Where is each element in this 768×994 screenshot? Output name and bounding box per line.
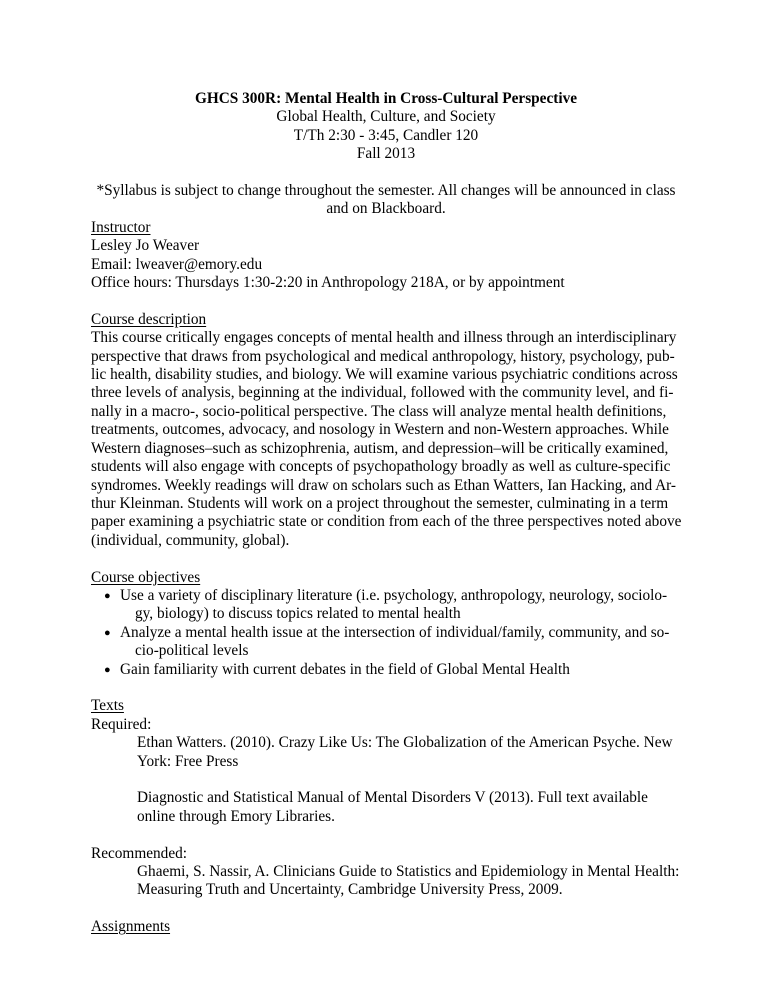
assignments-section: [91, 918, 681, 936]
syllabus-change-notice: [78, 182, 694, 219]
notice-line: *Syllabus is subject to change throughout the semester. All changes will be announced in class: [96, 182, 676, 200]
required-label: Required:: [91, 715, 152, 733]
notice-line: and on Blackboard.: [326, 200, 446, 218]
texts-section: [91, 697, 681, 899]
instructor-name: Lesley Jo Weaver: [91, 237, 200, 255]
bullet-icon: ●: [104, 663, 111, 676]
course-title: GHCS 300R: Mental Health in Cross-Cultural Perspective: [194, 90, 578, 107]
course-description-section: [91, 311, 681, 550]
citation-line: Ghaemi, S. Nassir, A. Clinicians Guide to Statistics and Epidemiology in Mental Health:: [137, 862, 680, 880]
description-line: students will also engage with concepts of psychopathology broadly as well as culture-specific: [91, 458, 671, 476]
section-heading-instructor: Instructor: [91, 218, 151, 236]
syllabus-page: [91, 90, 681, 937]
department-name: Global Health, Culture, and Society: [276, 108, 496, 126]
description-line: Western diagnoses–such as schizophrenia, autism, and depression–will be critically examined,: [91, 439, 669, 457]
objective-text: Analyze a mental health issue at the intersection of individual/family, community, and so-: [120, 623, 670, 641]
objective-item: [104, 587, 681, 624]
description-line: (individual, community, global).: [91, 531, 290, 549]
description-line: three levels of analysis, beginning at the individual, followed with the community level, and fi-: [91, 384, 674, 402]
bullet-icon: ●: [104, 626, 111, 639]
recommended-label: Recommended:: [91, 844, 188, 862]
objective-item: [104, 661, 681, 679]
description-line: perspective that draws from psychological and medical anthropology, history, psychology, pub-: [91, 347, 675, 365]
description-line: syndromes. Weekly readings will draw on scholars such as Ethan Watters, Ian Hacking, and Ar-: [91, 476, 677, 494]
objectives-list: [91, 587, 681, 679]
description-line: This course critically engages concepts of mental health and illness through an interdisciplinary: [91, 329, 677, 347]
objective-item: [104, 624, 681, 661]
objective-text: Gain familiarity with current debates in the field of Global Mental Health: [120, 660, 570, 678]
description-line: treatments, outcomes, advocacy, and nosology in Western and non-Western approaches. While: [91, 421, 669, 439]
citation-line: Measuring Truth and Uncertainty, Cambridge University Press, 2009.: [137, 881, 563, 899]
objective-text-continued: cio-political levels: [135, 642, 249, 660]
office-hours: Office hours: Thursdays 1:30-2:20 in Anthropology 218A, or by appointment: [91, 274, 565, 292]
required-text-entry: [91, 789, 681, 826]
section-heading-assignments: Assignments: [91, 918, 171, 936]
objective-text: Use a variety of disciplinary literature (i.e. psychology, anthropology, neurology, sociolo-: [120, 586, 668, 604]
citation-line: York: Free Press: [137, 752, 239, 770]
section-heading-description: Course description: [91, 310, 207, 328]
instructor-email: Email: lweaver@emory.edu: [91, 255, 263, 273]
citation-line: Diagnostic and Statistical Manual of Mental Disorders V (2013). Full text available: [137, 789, 648, 807]
required-text-entry: [91, 734, 681, 771]
description-line: thur Kleinman. Students will work on a project throughout the semester, culminating in a term: [91, 494, 669, 512]
bullet-icon: ●: [104, 589, 111, 602]
section-heading-objectives: Course objectives: [91, 568, 201, 586]
citation-line: Ethan Watters. (2010). Crazy Like Us: The Globalization of the American Psyche. New: [137, 734, 673, 752]
citation-line: online through Emory Libraries.: [137, 807, 335, 825]
term: Fall 2013: [356, 145, 416, 163]
description-line: nally in a macro-, socio-political perspective. The class will analyze mental health definitions,: [91, 402, 667, 420]
objective-text-continued: gy, biology) to discuss topics related to mental health: [135, 605, 461, 623]
recommended-text-entry: [91, 863, 681, 900]
section-heading-texts: Texts: [91, 697, 124, 715]
course-objectives-section: [91, 569, 681, 679]
instructor-section: [91, 219, 681, 293]
description-line: paper examining a psychiatric state or condition from each of the three perspectives noted above: [91, 513, 682, 531]
description-line: lic health, disability studies, and biology. We will examine various psychiatric conditions across: [91, 366, 678, 384]
class-schedule: T/Th 2:30 - 3:45, Candler 120: [293, 126, 479, 144]
